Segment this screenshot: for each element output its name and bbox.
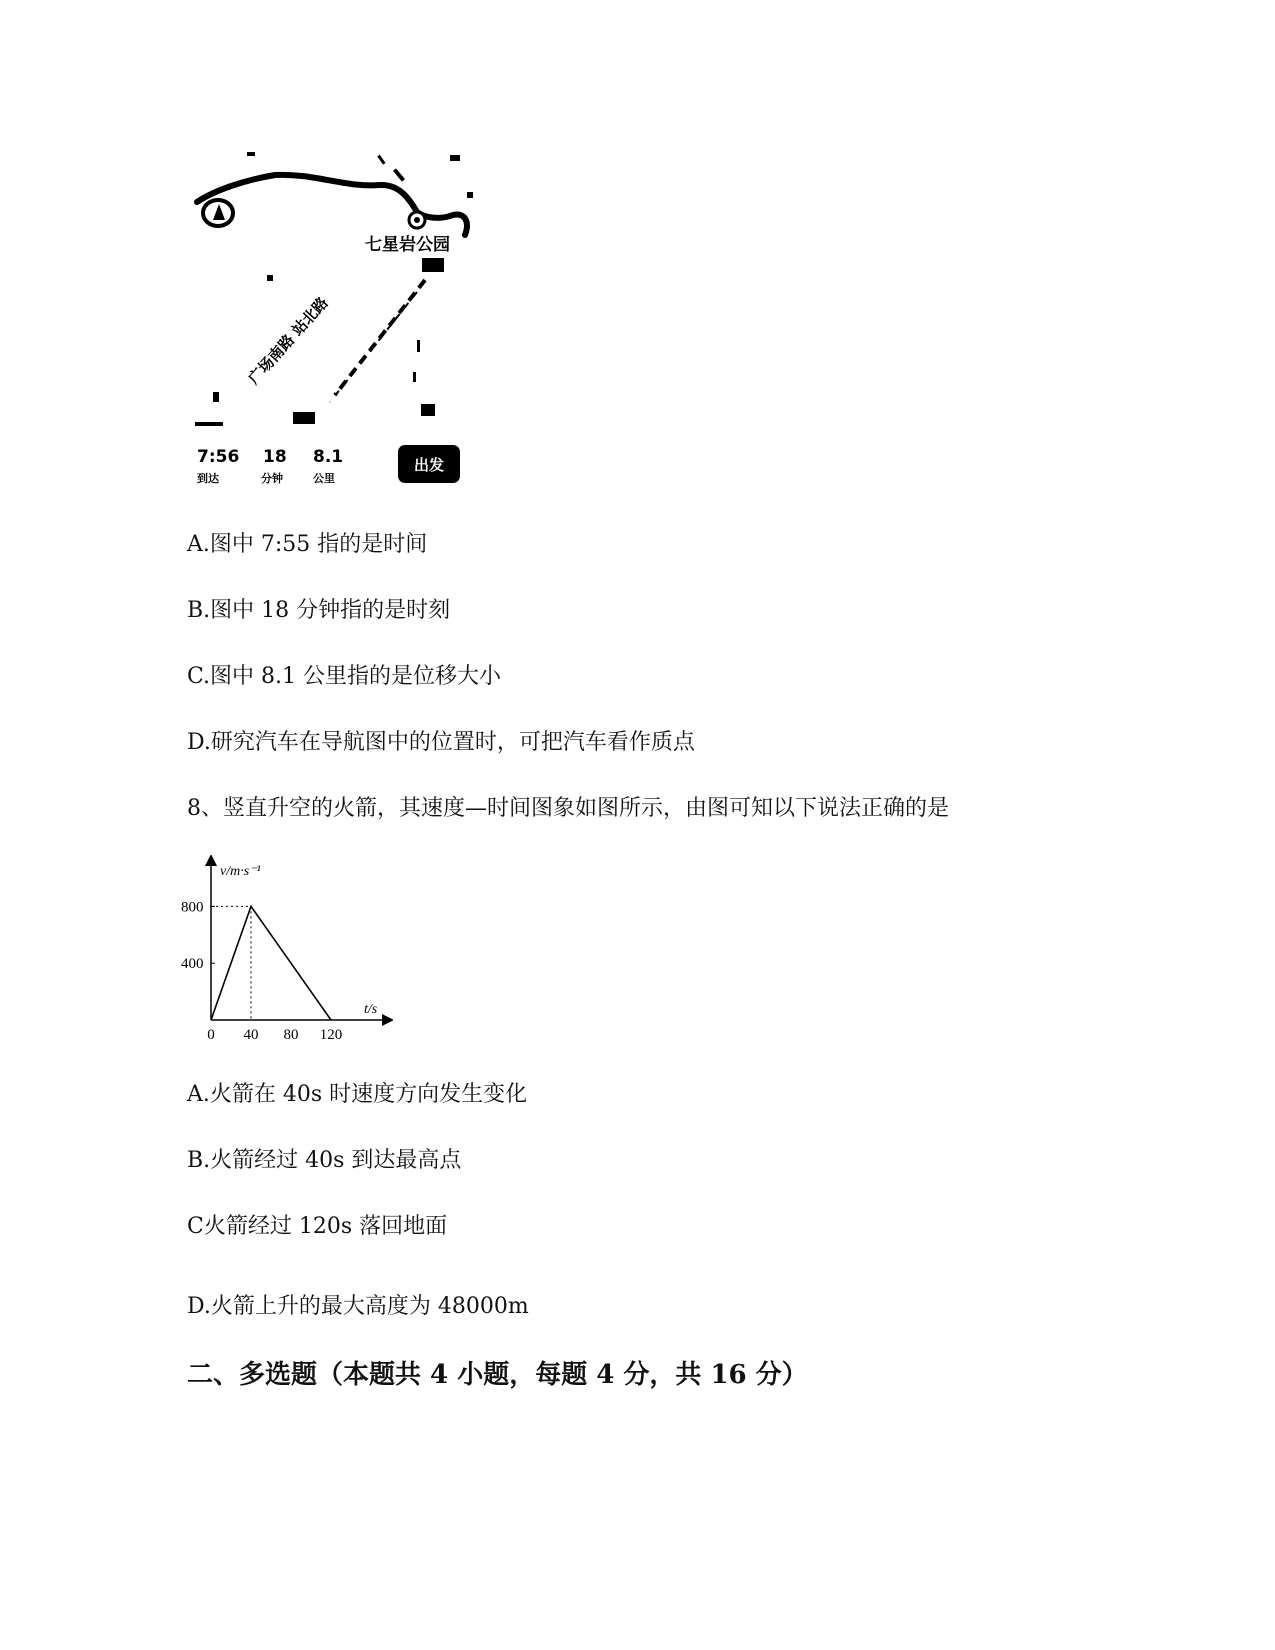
road-label: 广场南路 站北路 — [244, 293, 332, 388]
q8-stem: 8、竖直升空的火箭，其速度—时间图象如图所示，由图可知以下说法正确的是 — [187, 796, 949, 821]
x-axis-label: t/s — [364, 1002, 378, 1017]
place-marker — [422, 258, 444, 272]
x-tick-label-40: 40 — [243, 1027, 259, 1043]
navigation-map-figure — [185, 140, 485, 490]
duration-unit: 分钟 — [261, 472, 283, 485]
q7-option-d: D.研究汽车在导航图中的位置时，可把汽车看作质点 — [187, 730, 695, 755]
distance-unit: 公里 — [313, 472, 335, 485]
q7-option-b: B.图中 18 分钟指的是时刻 — [187, 598, 451, 623]
q8-option-d: D.火箭上升的最大高度为 48000m — [187, 1294, 529, 1319]
vt-chart-svg — [178, 855, 393, 1050]
x-tick-label-0: 0 — [207, 1027, 215, 1043]
place-label: 七星岩公园 — [365, 235, 450, 255]
q8-option-c: C火箭经过 120s 落回地面 — [187, 1214, 448, 1239]
q8-option-a: A.火箭在 40s 时速度方向发生变化 — [187, 1082, 528, 1107]
distance-value: 8.1 — [313, 447, 344, 467]
velocity-line — [211, 906, 331, 1020]
y-axis-label: v/m·s⁻¹ — [220, 864, 261, 879]
y-tick-label-400: 400 — [181, 956, 204, 973]
vt-chart-figure — [178, 855, 393, 1050]
q7-option-c: C.图中 8.1 公里指的是位移大小 — [187, 664, 502, 689]
route-line — [197, 175, 467, 235]
arrival-time-value: 7:56 — [197, 447, 240, 467]
navigation-map-svg — [185, 140, 485, 490]
y-tick-label-800: 800 — [181, 899, 204, 916]
q7-option-a: A.图中 7:55 指的是时间 — [187, 532, 428, 557]
section-two-heading: 二、多选题（本题共 4 小题，每题 4 分，共 16 分） — [187, 1360, 808, 1390]
destination-marker-icon — [409, 212, 425, 228]
q8-option-b: B.火箭经过 40s 到达最高点 — [187, 1148, 462, 1173]
start-button-label: 出发 — [414, 456, 445, 474]
arrival-time-unit: 到达 — [197, 472, 219, 485]
map-specks — [195, 152, 473, 426]
x-tick-label-80: 80 — [283, 1027, 299, 1043]
duration-value: 18 — [263, 447, 287, 467]
start-marker-icon — [203, 200, 233, 226]
x-tick-label-120: 120 — [319, 1027, 343, 1043]
